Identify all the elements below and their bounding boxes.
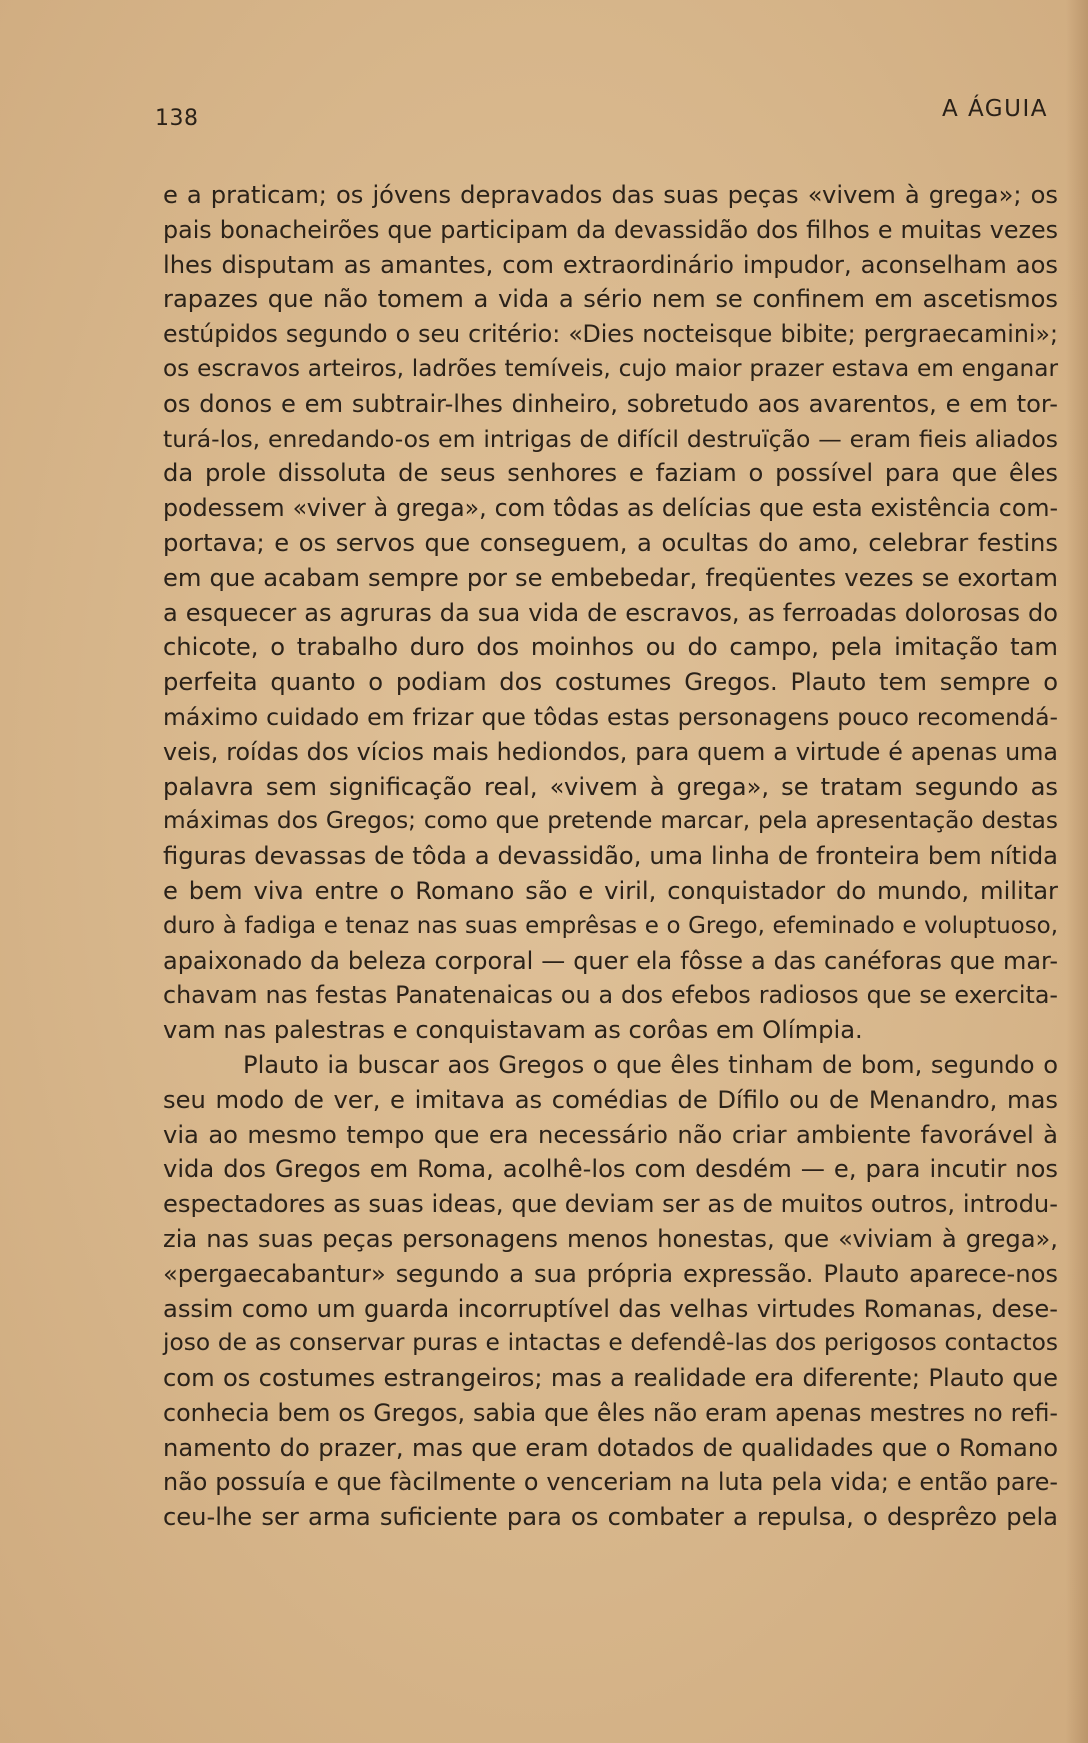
text-line: e a praticam; os jóvens depravados das suas peças «vivem à grega»; os xyxy=(163,181,1058,209)
text-line: zia nas suas peças personagens menos honestas, que «viviam à grega», xyxy=(163,1224,1058,1253)
text-line: com os costumes estrangeiros; mas a realidade era diferente; Plauto que xyxy=(163,1364,1058,1393)
text-line: estúpidos segundo o seu critério: «Dies nocteisque bibite; pergraecamini»; xyxy=(163,320,1058,349)
text-line: e bem viva entre o Romano são e viril, conquistador do mundo, militar xyxy=(163,876,1058,905)
text-line: seu modo de ver, e imitava as comédias de Dífilo ou de Menandro, mas xyxy=(163,1085,1058,1114)
text-line: vida dos Gregos em Roma, acolhê-los com desdém — e, para incutir nos xyxy=(163,1155,1058,1184)
page-number: 138 xyxy=(155,106,199,131)
text-line: em que acabam sempre por se embebedar, freqüentes vezes se exortam xyxy=(163,563,1058,592)
text-line: máximas dos Gregos; como que pretende marcar, pela apresentação destas xyxy=(163,807,1058,835)
text-line: não possuía e que fàcilmente o venceriam na luta pela vida; e então pare- xyxy=(163,1468,1058,1497)
text-line: pais bonacheirões que participam da devassidão dos filhos e muitas vezes xyxy=(163,215,1058,244)
text-line: lhes disputam as amantes, com extraordinário impudor, aconselham aos xyxy=(163,250,1058,279)
text-line: namento do prazer, mas que eram dotados de qualidades que o Romano xyxy=(163,1433,1058,1462)
paragraph-2 xyxy=(163,1048,1058,1535)
body-text xyxy=(163,178,1058,1535)
text-line: figuras devassas de tôda a devassidão, uma linha de fronteira bem nítida xyxy=(163,842,1058,871)
text-line: conhecia bem os Gregos, sabia que êles não eram apenas mestres no refi- xyxy=(163,1398,1058,1427)
text-line: da prole dissoluta de seus senhores e faziam o possível para que êles xyxy=(163,459,1058,488)
text-line: chicote, o trabalho duro dos moinhos ou do campo, pela imitação tam xyxy=(163,633,1058,662)
text-line: os escravos arteiros, ladrões temíveis, cujo maior prazer estava em enganar xyxy=(163,354,1058,382)
text-line: duro à fadiga e tenaz nas suas emprêsas e o Grego, efeminado e voluptuoso, xyxy=(163,912,1058,939)
text-line: podessem «viver à grega», com tôdas as delícias que esta existência com- xyxy=(163,494,1058,523)
text-line: joso de as conservar puras e intactas e defendê-las dos perigosos contactos xyxy=(163,1329,1058,1357)
text-line: palavra sem significação real, «vivem à grega», se tratam segundo as xyxy=(163,772,1058,801)
page-edge-shadow xyxy=(1066,0,1088,1743)
text-line: portava; e os servos que conseguem, a ocultas do amo, celebrar festins xyxy=(163,528,1058,557)
text-line: veis, roídas dos vícios mais hediondos, para quem a virtude é apenas uma xyxy=(163,737,1058,766)
text-line: chavam nas festas Panatenaicas ou a dos efebos radiosos que se exercita- xyxy=(163,981,1058,1010)
text-line: espectadores as suas ideas, que deviam ser as de muitos outros, introdu- xyxy=(163,1190,1058,1219)
text-line: a esquecer as agruras da sua vida de escravos, as ferroadas dolorosas do xyxy=(163,598,1058,627)
text-line: rapazes que não tomem a vida a sério nem se confinem em ascetismos xyxy=(163,285,1058,314)
text-line: apaixonado da beleza corporal — quer ela fôsse a das canéforas que mar- xyxy=(163,946,1058,975)
text-line: máximo cuidado em frizar que tôdas estas personagens pouco recomendá- xyxy=(163,702,1058,731)
text-line: «pergaecabantur» segundo a sua própria expressão. Plauto aparece-nos xyxy=(163,1259,1058,1288)
text-line: perfeita quanto o podiam dos costumes Gregos. Plauto tem sempre o xyxy=(163,668,1058,697)
text-line: assim como um guarda incorruptível das velhas virtudes Romanas, dese- xyxy=(163,1294,1058,1323)
text-line: turá-los, enredando-os em intrigas de difícil destruïção — eram fieis aliados xyxy=(163,424,1058,453)
text-line: Plauto ia buscar aos Gregos o que êles tinham de bom, segundo o xyxy=(243,1050,1058,1079)
text-line: os donos e em subtrair-lhes dinheiro, sobretudo aos avarentos, e em tor- xyxy=(163,389,1058,418)
text-line: vam nas palestras e conquistavam as corôas em Olímpia. xyxy=(163,1016,863,1045)
text-line: ceu-lhe ser arma suficiente para os combater a repulsa, o desprêzo pela xyxy=(163,1503,1058,1532)
paragraph-1 xyxy=(163,178,1058,1048)
running-title: A ÁGUIA xyxy=(941,96,1048,122)
text-line: via ao mesmo tempo que era necessário não criar ambiente favorável à xyxy=(163,1120,1058,1149)
